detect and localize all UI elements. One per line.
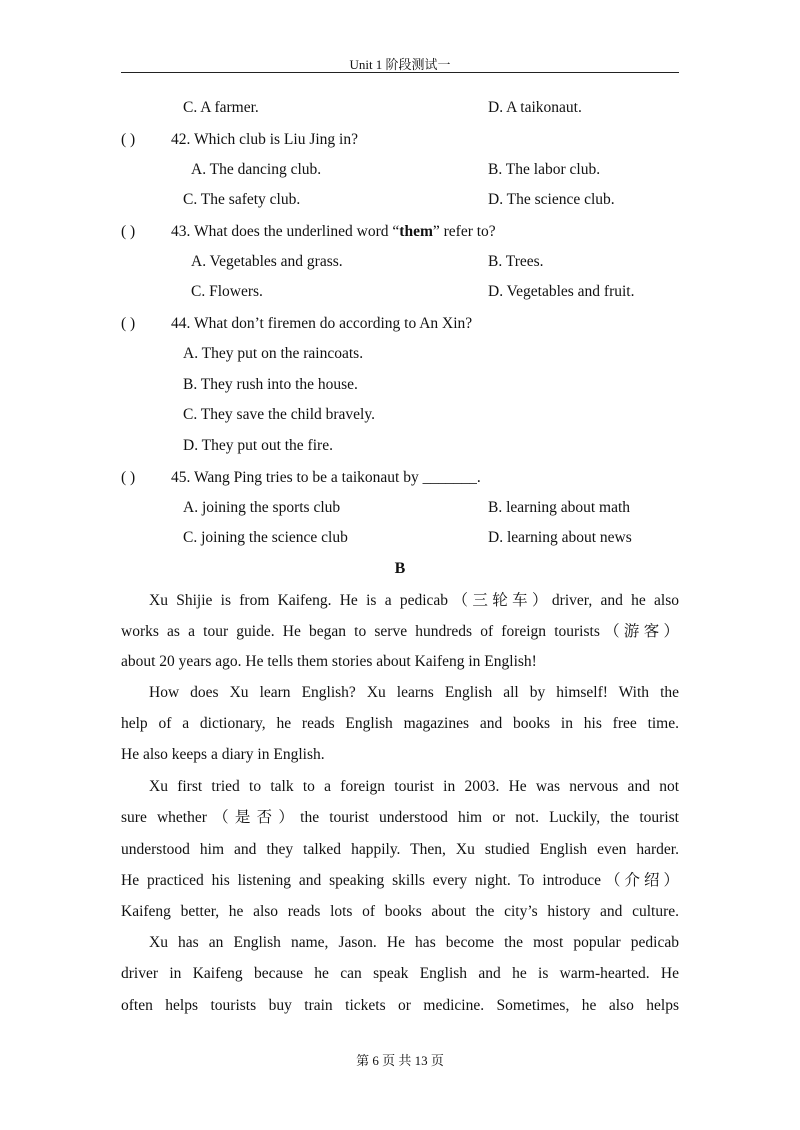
answer-blank[interactable]: ( ): [121, 131, 136, 148]
q44-option-c: C. They save the child bravely.: [183, 406, 375, 423]
question-stem: 45. Wang Ping tries to be a taikonaut by _______.: [171, 469, 481, 486]
page-header: Unit 1 阶段测试一: [349, 57, 451, 72]
q43-option-b: B. Trees.: [488, 253, 544, 270]
q43-option-a: A. Vegetables and grass.: [191, 253, 343, 270]
q43-option-d: D. Vegetables and fruit.: [488, 283, 635, 300]
q44-option-a: A. They put on the raincoats.: [183, 345, 364, 362]
q43-option-c: C. Flowers.: [191, 283, 263, 300]
q44-option-d: D. They put out the fire.: [183, 437, 333, 454]
passage-line: sure whether（是否）the tourist understood him or not. Luckily, the tourist: [121, 809, 679, 826]
q44-option-b: B. They rush into the house.: [183, 376, 358, 393]
passage-line: Kaifeng better, he also reads lots of books about the city’s history and culture.: [121, 903, 679, 920]
q45-option-a: A. joining the sports club: [183, 499, 341, 516]
header-rule: [121, 72, 679, 73]
passage-line: often helps tourists buy train tickets or medicine. Sometimes, he also helps: [121, 997, 679, 1014]
passage-line: driver in Kaifeng because he can speak English and he is warm-hearted. He: [121, 965, 679, 982]
question-42: [121, 130, 358, 150]
q42-option-d: D. The science club.: [488, 191, 615, 208]
passage-line: works as a tour guide. He began to serve hundreds of foreign tourists（游客）: [121, 623, 679, 640]
question-45: [121, 468, 481, 488]
passage-line: about 20 years ago. He tells them stories about Kaifeng in English!: [121, 653, 537, 670]
q42-option-b: B. The labor club.: [488, 161, 601, 178]
question-stem: 43. What does the underlined word “: [171, 223, 400, 240]
question-stem: 44. What don’t firemen do according to An Xin?: [171, 315, 473, 332]
q42-option-a: A. The dancing club.: [191, 161, 322, 178]
passage-line: Xu first tried to talk to a foreign tourist in 2003. He was nervous and not: [149, 778, 679, 795]
q42-option-c: C. The safety club.: [183, 191, 301, 208]
question-stem: 42. Which club is Liu Jing in?: [171, 131, 358, 148]
passage-line: understood him and they talked happily. Then, Xu studied English even harder.: [121, 841, 679, 858]
q45-option-b: B. learning about math: [488, 499, 631, 516]
underlined-word: them: [399, 223, 433, 240]
passage-line: Xu has an English name, Jason. He has become the most popular pedicab: [149, 934, 679, 951]
passage-line: How does Xu learn English? Xu learns English all by himself! With the: [149, 684, 679, 701]
question-44: [121, 314, 472, 334]
answer-blank[interactable]: ( ): [121, 469, 136, 486]
q41-option-c: C. A farmer.: [183, 99, 259, 116]
q45-option-d: D. learning about news: [488, 529, 632, 546]
answer-blank[interactable]: ( ): [121, 223, 136, 240]
question-43: [121, 222, 496, 242]
passage-line: help of a dictionary, he reads English magazines and books in his free time.: [121, 715, 679, 732]
page-footer: 第 6 页 共 13 页: [356, 1053, 444, 1068]
question-stem-end: ” refer to?: [432, 223, 496, 240]
section-heading: B: [394, 560, 406, 577]
answer-blank[interactable]: ( ): [121, 315, 136, 332]
passage-line: He practiced his listening and speaking skills every night. To introduce（介绍）: [121, 872, 679, 889]
passage-line: Xu Shijie is from Kaifeng. He is a pedicab（三轮车）driver, and he also: [149, 592, 679, 609]
passage-line: He also keeps a diary in English.: [121, 746, 325, 763]
q41-option-d: D. A taikonaut.: [488, 99, 582, 116]
q45-option-c: C. joining the science club: [183, 529, 348, 546]
